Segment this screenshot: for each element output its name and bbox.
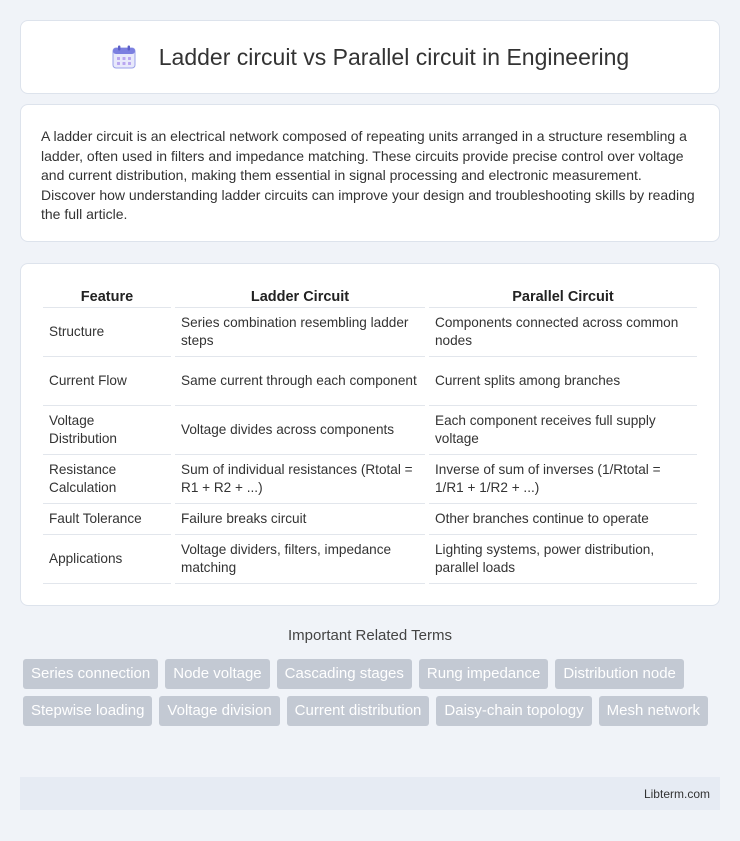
page-title: Ladder circuit vs Parallel circuit in Engineering [158,43,630,70]
term-tag[interactable]: Current distribution [287,696,430,726]
table-cell: Applications [43,535,171,584]
table-row [43,535,697,584]
term-tag[interactable]: Node voltage [165,659,269,689]
term-tag[interactable]: Rung impedance [419,659,548,689]
term-tag[interactable]: Voltage division [159,696,279,726]
table-cell: Resistance Calculation [43,455,171,504]
table-cell: Same current through each component [175,357,425,406]
term-tag[interactable]: Cascading stages [277,659,412,689]
table-cell: Other branches continue to operate [429,504,697,535]
table-row [43,308,697,357]
table-cell: Lighting systems, power distribution, parallel loads [429,535,697,584]
calendar-icon [111,44,137,70]
table-cell: Structure [43,308,171,357]
column-header-feature: Feature [43,286,171,308]
comparison-table-card [20,263,720,606]
table-cell: Voltage dividers, filters, impedance matching [175,535,425,584]
table-cell: Voltage divides across components [175,406,425,455]
comparison-table [39,286,701,584]
footer [20,777,720,810]
table-row [43,455,697,504]
term-tag[interactable]: Stepwise loading [23,696,152,726]
table-cell: Failure breaks circuit [175,504,425,535]
header-card [20,20,720,94]
table-row [43,504,697,535]
table-cell: Components connected across common nodes [429,308,697,357]
term-tag[interactable]: Distribution node [555,659,684,689]
table-cell: Series combination resembling ladder steps [175,308,425,357]
term-tag[interactable]: Daisy-chain topology [436,696,591,726]
column-header-parallel: Parallel Circuit [429,286,697,308]
table-row [43,357,697,406]
intro-text: A ladder circuit is an electrical network composed of repeating units arranged in a structure resembling a ladder, often used in filters and impedance matching. These circuits provide precise control over voltage and current distribution, making them essential in signal processing and electronic measurement. Discover how understanding ladder circuits can improve your design and troubleshooting skills by reading the full article. [41,128,695,223]
table-row [43,406,697,455]
table-cell: Fault Tolerance [43,504,171,535]
footer-site-link[interactable]: Libterm.com [643,787,710,801]
related-terms-list [23,659,723,726]
column-header-ladder: Ladder Circuit [175,286,425,308]
related-terms-title: Important Related Terms [288,627,452,644]
table-header-row [43,286,697,308]
title-wrap [111,44,629,71]
table-cell: Each component receives full supply voltage [429,406,697,455]
table-cell: Sum of individual resistances (Rtotal = R1 + R2 + ...) [175,455,425,504]
intro-card [20,104,720,242]
table-cell: Voltage Distribution [43,406,171,455]
table-cell: Inverse of sum of inverses (1/Rtotal = 1/R1 + 1/R2 + ...) [429,455,697,504]
table-cell: Current splits among branches [429,357,697,406]
table-cell: Current Flow [43,357,171,406]
term-tag[interactable]: Series connection [23,659,158,689]
term-tag[interactable]: Mesh network [599,696,708,726]
